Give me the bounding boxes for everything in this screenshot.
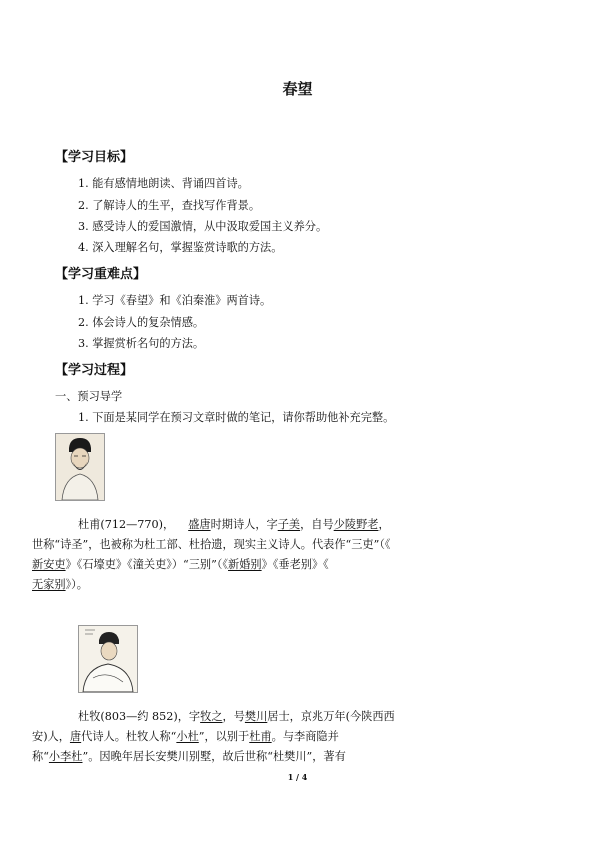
dufu-dynasty-answer: 盛唐 — [188, 518, 211, 531]
preview-subheading: 一、预习导学 — [55, 390, 123, 403]
process-heading: 【学习过程】 — [55, 363, 134, 378]
dumu-paragraph — [32, 707, 495, 767]
text: ”。因晚年居长安樊川别墅，故后世称“杜樊川”，著有 — [82, 750, 346, 763]
text: 称“ — [32, 750, 49, 763]
page-title: 春望 — [282, 80, 313, 98]
dumu-portrait-image — [78, 625, 138, 693]
text: 》《石壕吏》《潼关吏》）“三别”（《 — [65, 558, 229, 571]
dufu-work-answer: 新婚别 — [228, 558, 262, 571]
goal-item: 1. 能有感情地朗读、背诵四首诗。 — [78, 177, 249, 190]
text: ”，以别于 — [198, 730, 250, 743]
text: 杜甫(712—770)， — [78, 518, 175, 531]
text: 世称“诗圣”，也被称为杜工部、杜拾遗，现实主义诗人。代表作“三吏”（《 — [32, 538, 391, 551]
text: 安)人， — [32, 730, 70, 743]
dufu-pseudonym-answer: 少陵野老 — [333, 518, 379, 531]
keypoint-item: 2. 体会诗人的复杂情感。 — [78, 316, 205, 329]
dumu-courtesy-answer: 牧之 — [200, 710, 223, 723]
text: 》《垂老别》《 — [261, 558, 329, 571]
keypoint-item: 1. 学习《春望》和《泊秦淮》两首诗。 — [78, 294, 272, 307]
dufu-portrait-image — [55, 433, 105, 501]
goal-item: 2. 了解诗人的生平，查找写作背景。 — [78, 199, 261, 212]
preview-task: 1. 下面是某同学在预习文章时做的笔记，请你帮助他补充完整。 — [78, 411, 395, 424]
dufu-courtesy-answer: 子美 — [277, 518, 301, 531]
dumu-pseudonym-answer: 樊川 — [244, 710, 268, 723]
text: ， — [378, 518, 390, 531]
dumu-compare-answer: 杜甫 — [249, 730, 272, 743]
dumu-portrait-icon — [79, 626, 137, 692]
text: ，号 — [222, 710, 245, 723]
text: 时期诗人，字 — [210, 518, 278, 531]
dufu-paragraph — [32, 515, 495, 595]
page-number: 1 / 4 — [287, 772, 308, 782]
goal-item: 4. 深入理解名句，掌握鉴赏诗歌的方法。 — [78, 241, 283, 254]
dufu-work-answer: 无家别 — [32, 578, 66, 591]
text: 代诗人。杜牧人称“ — [81, 730, 177, 743]
text: 杜牧(803—约 852)，字 — [78, 710, 201, 723]
keypoints-heading: 【学习重难点】 — [55, 267, 147, 282]
text: 》）。 — [65, 578, 88, 591]
dufu-work-answer: 新安吏 — [32, 558, 66, 571]
keypoint-item: 3. 掌握赏析名句的方法。 — [78, 337, 205, 350]
dufu-portrait-icon — [56, 434, 104, 500]
goal-item: 3. 感受诗人的爱国激情，从中汲取爱国主义养分。 — [78, 220, 328, 233]
text: ，自号 — [300, 518, 334, 531]
text: 。与李商隐并 — [271, 730, 339, 743]
text: 居士，京兆万年(今陕西西 — [267, 710, 395, 723]
dumu-dynasty-answer: 唐 — [69, 730, 82, 743]
goals-heading: 【学习目标】 — [55, 150, 134, 165]
dumu-pair-answer: 小李杜 — [48, 750, 83, 763]
dumu-nickname-answer: 小杜 — [176, 730, 199, 743]
